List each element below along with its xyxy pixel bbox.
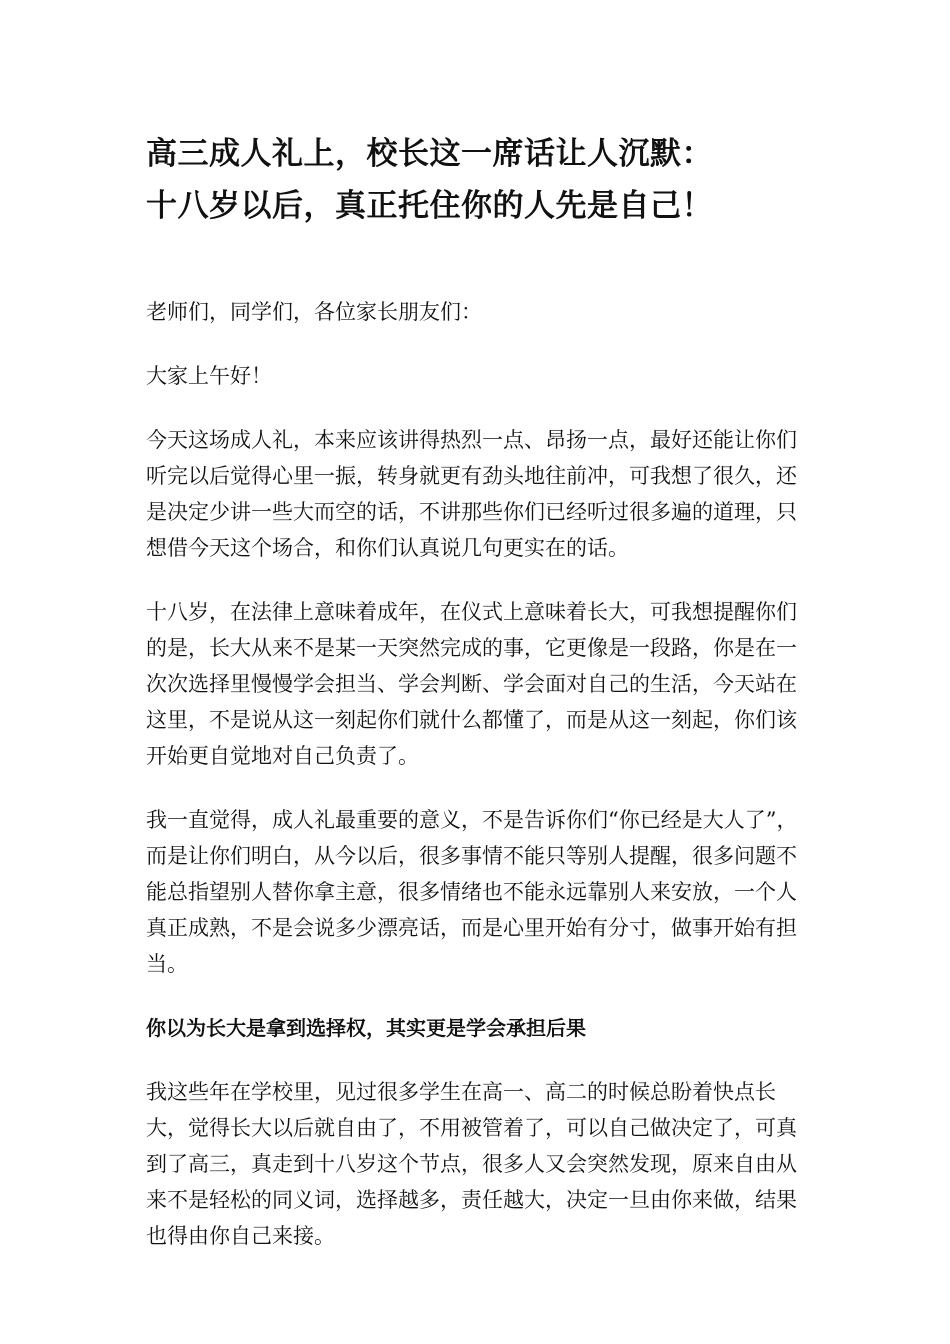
section-heading: 你以为长大是拿到选择权，其实更是学会承担后果: [146, 1016, 586, 1040]
document-page: [146, 128, 806, 1282]
greeting: 大家上午好！: [146, 364, 272, 388]
document-title: [146, 128, 806, 232]
title-line-2: 十八岁以后，真正托住你的人先是自己！: [146, 188, 713, 224]
section-paragraph: 我这些年在学校里，见过很多学生在高一、高二的时候总盼着快点长大，觉得长大以后就自由了，不用被管着了，可以自己做决定了，可真到了高三，真走到十八岁这个节点，很多人又会突然发现，原来自由从来不是轻松的同义词，选择越多，责任越大，决定一旦由你来做，结果也得由你自己来接。: [146, 1080, 797, 1248]
paragraph-3: 我一直觉得，成人礼最重要的意义，不是告诉你们“你已经是大人了”，而是让你们明白，从今以后，很多事情不能只等别人提醒，很多问题不能总指望别人替你拿主意，很多情绪也不能永远靠别人来安放，一个人真正成熟，不是会说多少漂亮话，而是心里开始有分寸，做事开始有担当。: [146, 808, 798, 976]
paragraph-1: 今天这场成人礼，本来应该讲得热烈一点、昂扬一点，最好还能让你们听完以后觉得心里一振，转身就更有劲头地往前冲，可我想了很久，还是决定少讲一些大而空的话，不讲那些你们已经听过很多遍的道理，只想借今天这个场合，和你们认真说几句更实在的话。: [146, 428, 797, 560]
title-line-1: 高三成人礼上，校长这一席话让人沉默：: [146, 136, 713, 172]
salutation: 老师们，同学们，各位家长朋友们：: [146, 300, 482, 324]
paragraph-2: 十八岁，在法律上意味着成年，在仪式上意味着长大，可我想提醒你们的是，长大从来不是某一天突然完成的事，它更像是一段路，你是在一次次选择里慢慢学会担当、学会判断、学会面对自己的生活，今天站在这里，不是说从这一刻起你们就什么都懂了，而是从这一刻起，你们该开始更自觉地对自己负责了。: [146, 600, 797, 768]
